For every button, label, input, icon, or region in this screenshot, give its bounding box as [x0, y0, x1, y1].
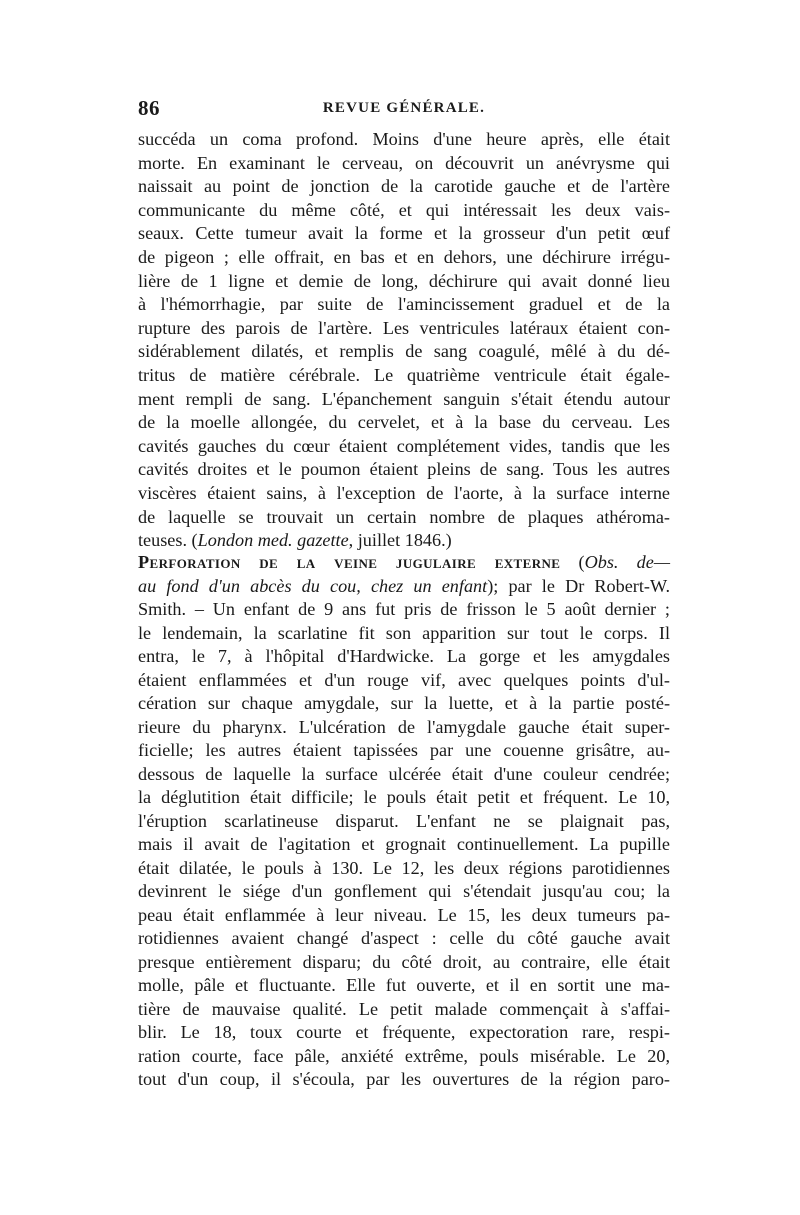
- text-line: dessous de laquelle la surface ulcérée était d'une couleur cendrée;: [138, 763, 670, 784]
- text-line: sidérablement dilatés, et remplis de sang coagulé, mêlé à du dé-: [138, 341, 670, 362]
- text-line: peau était enflammée à leur niveau. Le 15, les deux tumeurs pa-: [138, 904, 670, 925]
- observation-subtitle: au fond d'un abcès du cou, chez un enfant: [138, 575, 488, 596]
- text-line: molle, pâle et fluctuante. Elle fut ouverte, et il en sortit une ma-: [138, 975, 670, 995]
- text-line: rupture des parois de l'artère. Les ventricules latéraux étaient con-: [138, 317, 670, 338]
- text-line: ment rempli de sang. L'épanchement sanguin s'était étendu autour: [138, 388, 670, 409]
- text-line: naissait au point de jonction de la carotide gauche et de l'artère: [138, 176, 670, 197]
- text-line: tière de mauvaise qualité. Le petit malade commençait à s'affai-: [138, 998, 670, 1019]
- text-line: à l'hémorrhagie, par suite de l'amincissement graduel et de la: [138, 294, 670, 315]
- paragraph-aneurysm-case: [138, 128, 670, 553]
- text-line: [138, 575, 670, 599]
- text-line: l'éruption scarlatineuse disparut. L'enfant ne se plaignait pas,: [138, 810, 670, 831]
- text-line: la déglutition était difficile; le pouls était petit et fréquent. Le 10,: [138, 787, 670, 807]
- text-line: de laquelle se trouvait un certain nombre de plaques athéroma-: [138, 506, 670, 527]
- text-line: devinrent le siége d'un gonflement qui s'étendait jusqu'au cou; la: [138, 881, 670, 901]
- text-line: seaux. Cette tumeur avait la forme et la grosseur d'un petit œuf: [138, 223, 670, 244]
- text-line: rotidiennes avaient changé d'aspect : celle du côté gauche avait: [138, 928, 670, 948]
- text-line: succéda un coma profond. Moins d'une heure après, elle était: [138, 129, 670, 149]
- paragraph-jugular-perforation: [138, 551, 670, 1092]
- citation: London med. gazette: [197, 530, 349, 551]
- citation-date: , juillet 1846.): [348, 530, 452, 551]
- observation-label: Obs. de—: [584, 552, 670, 572]
- text-line-final: [138, 529, 670, 553]
- running-head: REVUE GÉNÉRALE.: [322, 100, 486, 116]
- text-line: tritus de matière cérébrale. Le quatrième ventricule était égale-: [138, 364, 670, 385]
- page-number: 86: [138, 96, 160, 120]
- text-line: presque entièrement disparu; du côté droit, au contraire, elle était: [138, 951, 670, 972]
- text-line: Smith. – Un enfant de 9 ans fut pris de frisson le 5 août dernier ;: [138, 599, 670, 619]
- text-line: tout d'un coup, il s'écoula, par les ouvertures de la région paro-: [138, 1069, 670, 1089]
- section-heading-line: [138, 551, 670, 575]
- text-line: morte. En examinant le cerveau, on découvrit un anévrysme qui: [138, 152, 670, 173]
- text-fragment: (: [560, 552, 585, 572]
- text-line: étaient enflammées et d'un rouge vif, avec quelques points d'ul-: [138, 669, 670, 690]
- section-title: Perforation de la veine jugulaire externe: [138, 552, 561, 572]
- author-attribution: ); par le Dr Robert-W.: [487, 575, 670, 596]
- text-line: le lendemain, la scarlatine fit son apparition sur tout le corps. Il: [138, 622, 670, 643]
- text-line: lière de 1 ligne et demie de long, déchirure qui avait donné lieu: [138, 270, 670, 291]
- text-line: de pigeon ; elle offrait, en bas et en dehors, une déchirure irrégu-: [138, 246, 670, 267]
- text-line: cération sur chaque amygdale, sur la luette, et à la partie posté-: [138, 693, 670, 713]
- text-line: de la moelle allongée, du cervelet, et à la base du cerveau. Les: [138, 412, 670, 433]
- text-line: viscères étaient sains, à l'exception de l'aorte, à la surface interne: [138, 482, 670, 503]
- text-fragment: teuses. (: [138, 530, 198, 551]
- text-line: cavités droites et le poumon étaient pleins de sang. Tous les autres: [138, 459, 670, 480]
- text-line: communicante du même côté, et qui intéressait les deux vais-: [138, 199, 670, 220]
- text-line: ficielle; les autres étaient tapissées par une couenne grisâtre, au-: [138, 740, 670, 760]
- text-line: blir. Le 18, toux courte et fréquente, expectoration rare, respi-: [138, 1022, 670, 1042]
- text-line: mais il avait de l'agitation et grognait continuellement. La pupille: [138, 834, 670, 854]
- text-line: était dilatée, le pouls à 130. Le 12, les deux régions parotidiennes: [138, 857, 670, 878]
- text-line: ration courte, face pâle, anxiété extrême, pouls misérable. Le 20,: [138, 1045, 670, 1066]
- page-header: [138, 96, 670, 124]
- text-line: rieure du pharynx. L'ulcération de l'amygdale gauche était super-: [138, 716, 670, 737]
- text-line: cavités gauches du cœur étaient complétement vides, tandis que les: [138, 435, 670, 456]
- text-line: entra, le 7, à l'hôpital d'Hardwicke. La gorge et les amygdales: [138, 646, 670, 666]
